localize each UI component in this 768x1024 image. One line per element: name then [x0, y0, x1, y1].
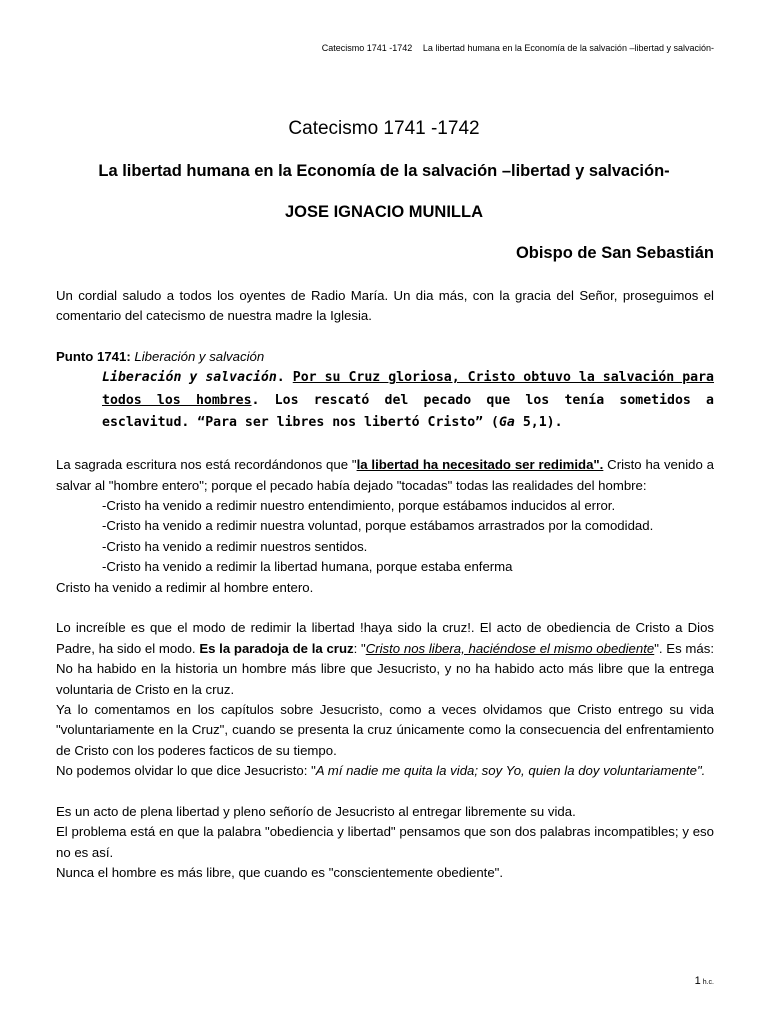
- p2-b: : ": [353, 640, 366, 656]
- list-item: -Cristo ha venido a redimir nuestro entendimiento, porque estábamos inducidos al error.: [102, 497, 616, 513]
- paragraph-6: El problema está en que la palabra "obediencia y libertad" pensamos que son dos palabras incompatibles; y eso no es así.: [56, 824, 714, 860]
- document-title: Catecismo 1741 -1742: [288, 118, 480, 139]
- paragraph-2: [56, 618, 714, 700]
- footer-initials: h.c.: [702, 979, 714, 986]
- p2-a: Lo increíble es que el modo de redimir la libertad !haya sido la cruz!. El acto de obediencia de Cristo a Dios Padre, ha sido el modo.: [56, 620, 714, 656]
- quote-dot: .: [276, 370, 285, 386]
- document-subtitle: La libertad humana en la Economía de la salvación –libertad y salvación-: [98, 162, 670, 180]
- list-item: -Cristo ha venido a redimir nuestros sentidos.: [102, 538, 368, 554]
- p1-after: Cristo ha venido a salvar al "hombre entero"; porque el pecado había dejado "tocadas" todas las realidades del hombre:: [56, 457, 714, 493]
- intro-paragraph: Un cordial saludo a todos los oyentes de Radio María. Un dia más, con la gracia del Señor, proseguimos el comentario del catecismo de nuestra madre la Iglesia.: [56, 288, 714, 324]
- quote-underlined: Por su Cruz gloriosa, Cristo obtuvo la salvación para todos los hombres: [102, 370, 715, 408]
- p1-before: La sagrada escritura nos está recordándonos que ": [56, 457, 357, 473]
- paragraph-1: [56, 455, 714, 496]
- redemption-list: [56, 496, 714, 578]
- quote-rest: . Los rescató del pecado que los tenía sometidos a esclavitud. “Para ser libres nos libertó Cristo” (: [102, 392, 714, 431]
- paragraph-5: Es un acto de plena libertad y pleno señorío de Jesucristo al entregar libremente su vida.: [56, 803, 576, 819]
- page-footer: [695, 975, 714, 987]
- punto-heading: [56, 347, 714, 367]
- quote-title: Liberación y salvación: [102, 370, 277, 386]
- list-item: -Cristo ha venido a redimir la libertad humana, porque estaba enferma: [102, 559, 513, 575]
- author-name: JOSE IGNACIO MUNILLA: [284, 203, 483, 221]
- paragraph-3: Ya lo comentamos en los capítulos sobre Jesucristo, como a veces olvidamos que Cristo entrego su vida "voluntariamente en la Cruz", cuando se presenta la cruz únicamente como la consecuencia del enfrentamiento de Cristo con los poderes facticos de su tiempo.: [56, 701, 714, 758]
- quote-ref-rest: 5,1).: [514, 415, 563, 431]
- running-header-right: La libertad humana en la Economía de la salvación –libertad y salvación-: [422, 43, 714, 53]
- catechism-quote: [102, 367, 714, 435]
- p4-a: No podemos olvidar lo que dice Jesucristo: ": [56, 763, 316, 779]
- p2-italic-underlined: Cristo nos libera, haciéndose el mismo obediente: [365, 640, 655, 656]
- p4-italic: A mí nadie me quita la vida; soy Yo, quien la doy voluntariamente".: [315, 763, 706, 779]
- running-header-left: Catecismo 1741 -1742: [321, 43, 413, 53]
- quote-ref-book: Ga: [498, 415, 515, 431]
- paragraph-4: [56, 761, 714, 781]
- p2-c: ". Es más: No ha habido en la historia un hombre más libre que Jesucristo, y no ha habido acto más libre que la entrega voluntaria de Cristo en la cruz.: [56, 640, 715, 697]
- punto-label: Punto 1741:: [56, 348, 131, 364]
- p2-bold: Es la paradoja de la cruz: [199, 640, 354, 656]
- list-close: Cristo ha venido a redimir al hombre entero.: [56, 579, 314, 595]
- running-header: [322, 43, 714, 53]
- punto-title: Liberación y salvación: [134, 348, 265, 364]
- page-number: 1: [694, 975, 701, 987]
- author-role: Obispo de San Sebastián: [515, 244, 714, 262]
- paragraph-7: Nunca el hombre es más libre, que cuando es "conscientemente obediente".: [56, 865, 504, 881]
- p1-underlined: la libertad ha necesitado ser redimida".: [356, 457, 604, 473]
- document-body: [56, 286, 714, 884]
- list-item: -Cristo ha venido a redimir nuestra voluntad, porque estábamos arrastrados por la comodidad.: [102, 518, 654, 534]
